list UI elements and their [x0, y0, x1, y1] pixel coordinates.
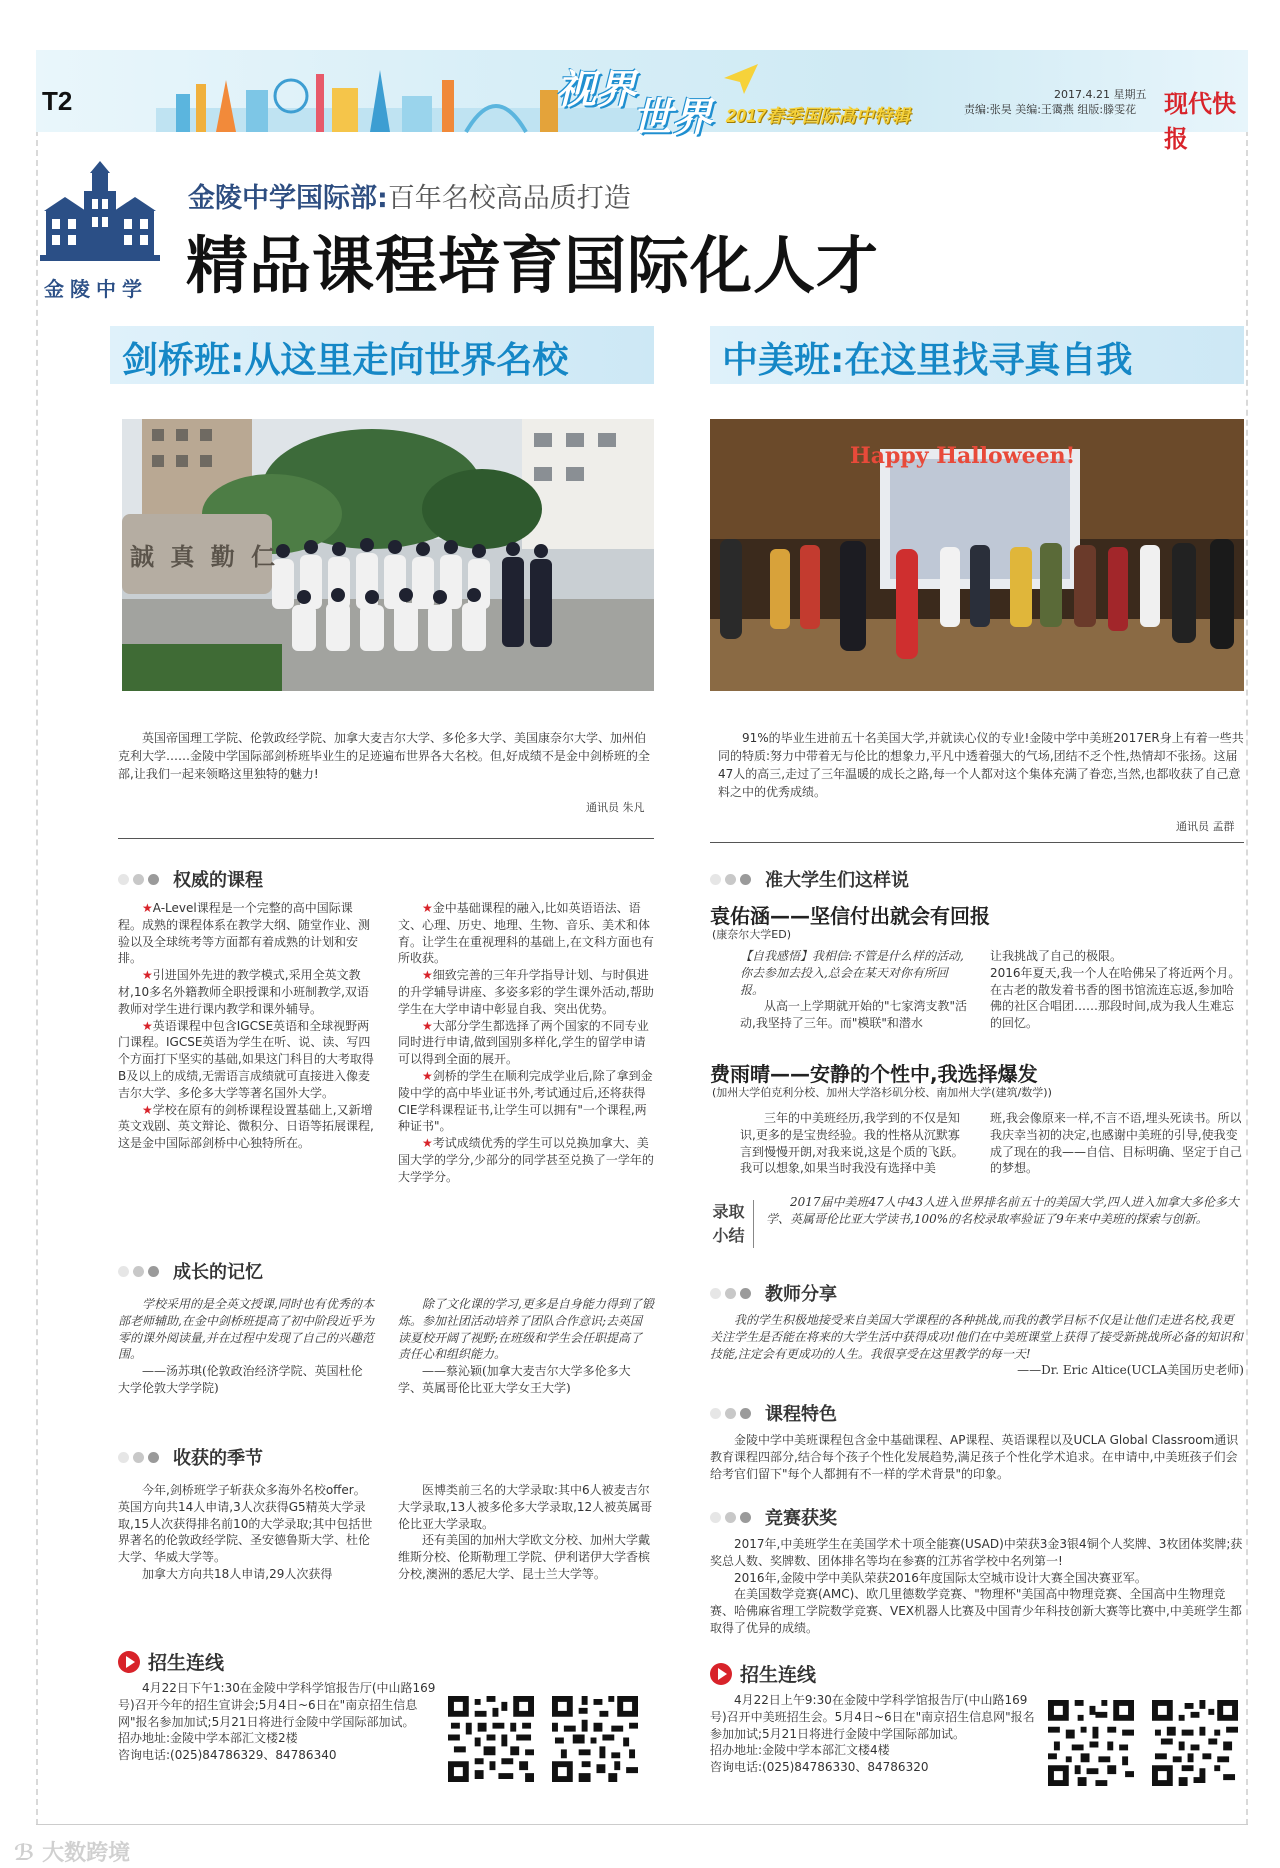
qr-code-icon[interactable]: [552, 1696, 638, 1782]
harvest-paragraph: 医博类前三名的大学录取:其中6人被麦吉尔大学录取,13人被多伦多大学录取,12人被英属哥伦比亚大学录取。: [398, 1483, 653, 1531]
enrollment-address: 招办地址:金陵中学本部汇文楼4楼: [710, 1743, 890, 1758]
cambridge-byline: 通讯员 朱凡: [586, 801, 645, 814]
section-heading-teacher: [710, 1280, 837, 1306]
sino-us-class-title: 中美班:在这里找寻真自我: [710, 326, 1244, 384]
enrollment-schedule: 4月22日下午1:30在金陵中学科学馆报告厅(中山路169号)召开今年的招生宣讲会;5月4日~6日在"南京招生信息网"报名参加加试;5月21日将进行金陵中学国际部加试。: [118, 1681, 436, 1729]
page-bottom-rule: [36, 1824, 1248, 1825]
teacher-quote: [710, 1312, 1244, 1379]
section-heading-awards: [710, 1504, 837, 1530]
section-heading-text: 竞赛获奖: [765, 1508, 837, 1529]
student-1-column-1: [740, 948, 970, 1032]
award-paragraph: 2017年,中美班学生在美国学术十项全能赛(USAD)中荣获3金3银4铜个人奖牌、3枚团体奖牌;获奖总人数、奖牌数、团体排名等均在参赛的江苏省学校中名列第一!: [710, 1537, 1243, 1568]
star-bullet-icon: ★: [142, 968, 153, 983]
section-heading-curriculum: [118, 866, 263, 892]
banner-title-1: 视界: [556, 68, 636, 112]
banner-title-2: 世界: [632, 96, 712, 140]
harvest-paragraph: 加拿大方向共18人申请,29人次获得: [142, 1566, 333, 1581]
star-bullet-icon: ★: [422, 901, 433, 915]
student-1-school: (康奈尔大学ED): [712, 928, 792, 941]
memory-quote-1: [118, 1296, 374, 1397]
student-1-column-2: 让我挑战了自己的极限。 2016年夏天,我一个人在哈佛呆了将近两个月。在古老的散发着书香的图书馆流连忘返,参加哈佛的社区合唱团……那段时间,成为我人生难忘的回忆。: [990, 949, 1241, 1031]
curriculum-item: ★英语课程中包含IGCSE英语和全球视野两门课程。IGCSE英语为学生在听、说、读、写四个方面打下坚实的基础,如果这门科目的大考取得B及以上的成绩,无需语言成绩就可直接进入像麦吉尔大学、多伦多大学等著名国外大学。: [118, 1018, 374, 1100]
student-2-story: 三年的中美班经历,我学到的不仅是知识,更多的是宝贵经验。我的性格从沉默寡言到慢慢开朗,对我来说,这是个质的飞跃。我可以想象,如果当时我没有选择中美: [740, 1111, 964, 1176]
section-dots-icon: [118, 1448, 163, 1469]
admission-summary-label: 录取 小结: [710, 1200, 754, 1248]
course-features: [710, 1432, 1244, 1482]
curriculum-item: ★金中基础课程的融入,比如英语语法、语文、心理、历史、地理、生物、音乐、美术和体育。让学生在重视理科的基础上,在文科方面也有所收获。: [398, 901, 654, 966]
kicker-tagline: 百年名校高品质打造: [387, 183, 631, 214]
curriculum-item: ★A-Level课程是一个完整的高中国际课程。成熟的课程体系在教学大纲、随堂作业、测验以及全球统考等方面都有着成熟的计划和安排。: [118, 901, 371, 966]
section-heading-text: 收获的季节: [173, 1448, 263, 1469]
student-2-column-1: [740, 1110, 970, 1177]
star-bullet-icon: ★: [422, 1068, 433, 1083]
teacher-quote-text: 我的学生积极地接受来自美国大学课程的各种挑战,而我的教学目标不仅是让他们走进名校,我更关注学生是否能在将来的大学生活中获得成功!他们在中美班课堂上获得了接受新挑战所必备的知识和技能,注定会有更成功的人生。我很享受在这里教学的每一天!: [710, 1313, 1243, 1361]
curriculum-column-2: [398, 900, 654, 1186]
enrollment-schedule: 4月22日上午9:30在金陵中学科学馆报告厅(中山路169号)召开中美班招生会。5月4日~6日在"南京招生信息网"报名参加加试;5月21日将进行金陵中学国际部加试。: [710, 1693, 1035, 1741]
qr-code-icon[interactable]: [1048, 1700, 1134, 1786]
curriculum-item: ★剑桥的学生在顺利完成学业后,除了拿到金陵中学的高中毕业证书外,考试通过后,还将获得CIE学科课程证书,让学生可以拥有"一个课程,两种证书"。: [398, 1068, 653, 1134]
paper-plane-icon: [724, 64, 758, 94]
star-bullet-icon: ★: [422, 1018, 433, 1033]
harvest-column-2: [398, 1482, 654, 1583]
halloween-banner: Happy Halloween!: [850, 443, 1076, 469]
cambridge-enrollment-info: [118, 1680, 440, 1764]
section-heading-text: 课程特色: [765, 1404, 837, 1425]
curriculum-item: ★引进国外先进的教学模式,采用全英文教材,10多名外籍教师全职授课和小班制教学,双语教师对学生进行课内教学和课外辅导。: [118, 968, 369, 1016]
memory-quote-signature: ——汤苏琪(伦敦政治经济学院、英国杜伦大学伦敦大学学院): [118, 1364, 363, 1395]
student-1-motto: 【自我感悟】我相信:不管是什么样的活动,你去参加去投入,总会在某天对你有所回报。: [740, 949, 964, 997]
cambridge-class-title: 剑桥班:从这里走向世界名校: [110, 326, 654, 384]
student-1-story: 从高一上学期就开始的"七家湾支教"活动,我坚持了三年。而"模联"和潜水: [740, 999, 968, 1031]
cambridge-class-group-photo: [122, 419, 654, 691]
newspaper-brand: 现代快报: [1164, 89, 1236, 153]
page-headline: 精品课程培育国际化人才: [186, 229, 880, 302]
section-dots-icon: [118, 870, 163, 891]
cambridge-enrollment-heading: [118, 1648, 224, 1675]
section-heading-text: 成长的记忆: [173, 1262, 263, 1283]
sino-us-lead-paragraph: 91%的毕业生进前五十名美国大学,并就读心仪的专业!金陵中学中美班2017ER身上有着一些共同的特质:努力中带着无与伦比的想象力,平凡中透着强大的气场,团结不乏个性,热情却不张扬。这届47人的高三,走过了三年温暖的成长之路,每一个人都对这个集体充满了眷恋,当然,也都收获了自己意料之中的优秀成绩。: [718, 731, 1244, 799]
kicker-school: 金陵中学国际部:: [188, 183, 388, 214]
memory-quote-2: [398, 1296, 654, 1397]
sino-us-byline: 通讯员 孟群: [1176, 820, 1235, 833]
enrollment-address: 招办地址:金陵中学本部汇文楼2楼: [118, 1731, 298, 1746]
harvest-column-1: [118, 1482, 374, 1583]
section-heading-memories: [118, 1258, 263, 1284]
memory-quote-text: 学校采用的是全英文授课,同时也有优秀的本部老师辅助,在金中剑桥班提高了初中阶段近乎为零的课外阅读量,并在过程中发现了自己的兴趣范围。: [118, 1297, 374, 1362]
star-bullet-icon: ★: [422, 1136, 433, 1151]
section-heading-students-say: [710, 866, 909, 892]
admission-summary-text: 2017届中美班47人中43人进入世界排名前五十的美国大学,四人进入加拿大多伦多大学、英属哥伦比亚大学读书,100%的名校录取率验证了9年来中美班的探索与创新。: [766, 1195, 1239, 1226]
memory-quote-text: 除了文化课的学习,更多是自身能力得到了锻炼。参加社团活动培养了团队合作意识;去英国读夏校开阔了视野;在班级和学生会任职提高了责任心和组织能力。: [398, 1297, 654, 1362]
section-dots-icon: [710, 1404, 755, 1425]
section-heading-text: 准大学生们这样说: [765, 870, 909, 891]
curriculum-item: ★学校在原有的剑桥课程设置基础上,又新增英文戏剧、英文辩论、微积分、日语等拓展课程,这是金中国际部剑桥中心独特所在。: [118, 1102, 374, 1151]
teacher-signature: ——Dr. Eric Altice(UCLA美国历史老师): [1017, 1363, 1244, 1378]
section-dots-icon: [710, 1284, 755, 1305]
curriculum-column-1: [118, 900, 374, 1152]
memory-quote-signature: ——蔡沁颖(加拿大麦吉尔大学多伦多大学、英属哥伦比亚大学女王大学): [398, 1364, 631, 1395]
play-icon: [118, 1651, 140, 1673]
star-bullet-icon: ★: [422, 968, 433, 983]
competition-awards: [710, 1536, 1244, 1637]
section-dots-icon: [710, 870, 755, 891]
star-bullet-icon: ★: [142, 901, 153, 915]
play-icon: [710, 1663, 732, 1685]
qr-code-icon[interactable]: [448, 1696, 534, 1782]
school-logo: [40, 155, 160, 300]
issue-date: 2017.4.21 星期五: [1054, 88, 1147, 101]
section-divider: [710, 842, 1244, 843]
sino-us-enrollment-heading: [710, 1660, 816, 1687]
page-header-band: [36, 50, 1248, 153]
editor-credits: 责编:张昊 美编:王霭燕 组版:滕雯花: [964, 103, 1137, 116]
stone-inscription: 誠 真 勤 仁: [130, 542, 280, 571]
award-paragraph: 在美国数学竞赛(AMC)、欧几里德数学竞赛、"物理杯"美国高中物理竞赛、全国高中生物理竞赛、哈佛麻省理工学院数学竞赛、VEX机器人比赛及中国青少年科技创新大赛等比赛中,中美班学生都取得了优异的成绩。: [710, 1587, 1242, 1635]
section-heading-text: 教师分享: [765, 1284, 837, 1305]
star-bullet-icon: ★: [142, 1102, 153, 1117]
source-watermark: ℬ 大数跨境: [14, 1841, 131, 1866]
sino-us-enrollment-info: [710, 1692, 1042, 1776]
enrollment-phone: 咨询电话:(025)84786330、84786320: [710, 1760, 929, 1775]
halloween-event-photo: [710, 419, 1244, 691]
star-bullet-icon: ★: [142, 1018, 153, 1033]
article-kicker: [188, 176, 631, 215]
section-dots-icon: [118, 1262, 163, 1283]
qr-code-icon[interactable]: [1152, 1700, 1238, 1786]
watermark-text: 大数跨境: [42, 1841, 131, 1866]
curriculum-item: ★考试成绩优秀的学生可以兑换加拿大、美国大学的学分,少部分的同学甚至兑换了一学年的大学学分。: [398, 1136, 654, 1184]
enrollment-heading-text: 招生连线: [148, 1652, 225, 1674]
section-dots-icon: [710, 1508, 755, 1529]
student-1-headline: 袁佑涵——坚信付出就会有回报: [710, 904, 990, 928]
enrollment-heading-text: 招生连线: [740, 1664, 817, 1686]
section-heading-features: [710, 1400, 837, 1426]
page-number: T2: [42, 86, 73, 116]
award-paragraph: 2016年,金陵中学中美队荣获2016年度国际太空城市设计大赛全国决赛亚军。: [734, 1570, 1147, 1585]
harvest-paragraph: 今年,剑桥班学子斩获众多海外名校offer。英国方向共14人申请,3人次获得G5精英大学录取,15人次获得排名前10的大学录取;其中包括世界著名的伦敦政经学院、圣安德鲁斯大学、杜伦大学、华威大学等。: [118, 1483, 373, 1565]
section-heading-harvest: [118, 1444, 263, 1470]
course-features-text: 金陵中学中美班课程包含金中基础课程、AP课程、英语课程以及UCLA Global Classroom通识教育课程四部分,结合每个孩子个性化发展趋势,满足孩子个性化学术追求。在申请中,中美班孩子们会给考官们留下"每个人都拥有不一样的学术背景"的印象。: [710, 1433, 1239, 1481]
student-2-school: (加州大学伯克利分校、加州大学洛杉矶分校、南加州大学(建筑/数学)): [712, 1086, 1052, 1099]
section-heading-text: 权威的课程: [173, 870, 263, 891]
curriculum-item: ★大部分学生都选择了两个国家的不同专业同时进行申请,做到国别多样化,学生的留学申请可以得到全面的展开。: [398, 1018, 649, 1067]
student-2-column-2: [990, 1110, 1244, 1177]
banner-subtitle: 2017春季国际高中特辑: [726, 106, 911, 126]
harvest-paragraph: 还有美国的加州大学欧文分校、加州大学戴维斯分校、伦斯勒理工学院、伊利诺伊大学香槟分校,澳洲的悉尼大学、昆士兰大学等。: [398, 1533, 651, 1581]
enrollment-phone: 咨询电话:(025)84786329、84786340: [118, 1748, 337, 1763]
student-2-headline: 费雨晴——安静的个性中,我选择爆发: [710, 1062, 1038, 1086]
school-building-icon: [40, 155, 160, 267]
cambridge-lead-paragraph: 英国帝国理工学院、伦敦政经学院、加拿大麦吉尔大学、多伦多大学、美国康奈尔大学、加州伯克利大学……金陵中学国际部剑桥班毕业生的足迹遍布世界各大名校。但,好成绩不是金中剑桥班的全部,让我们一起来领略这里独特的魅力!: [118, 731, 650, 781]
student-2-story: 班,我会像原来一样,不言不语,埋头死读书。所以我庆幸当初的决定,也感谢中美班的引导,使我变成了现在的我——自信、目标明确、坚定于自己的梦想。: [990, 1111, 1243, 1176]
school-logo-text: 金陵中学: [44, 277, 148, 301]
section-divider: [118, 838, 654, 839]
curriculum-item: ★细致完善的三年升学指导计划、与时俱进的升学辅导讲座、多姿多彩的学生课外活动,帮助学生在大学申请中彰显自我、突出优势。: [398, 968, 654, 1016]
admission-summary: [766, 1194, 1244, 1228]
